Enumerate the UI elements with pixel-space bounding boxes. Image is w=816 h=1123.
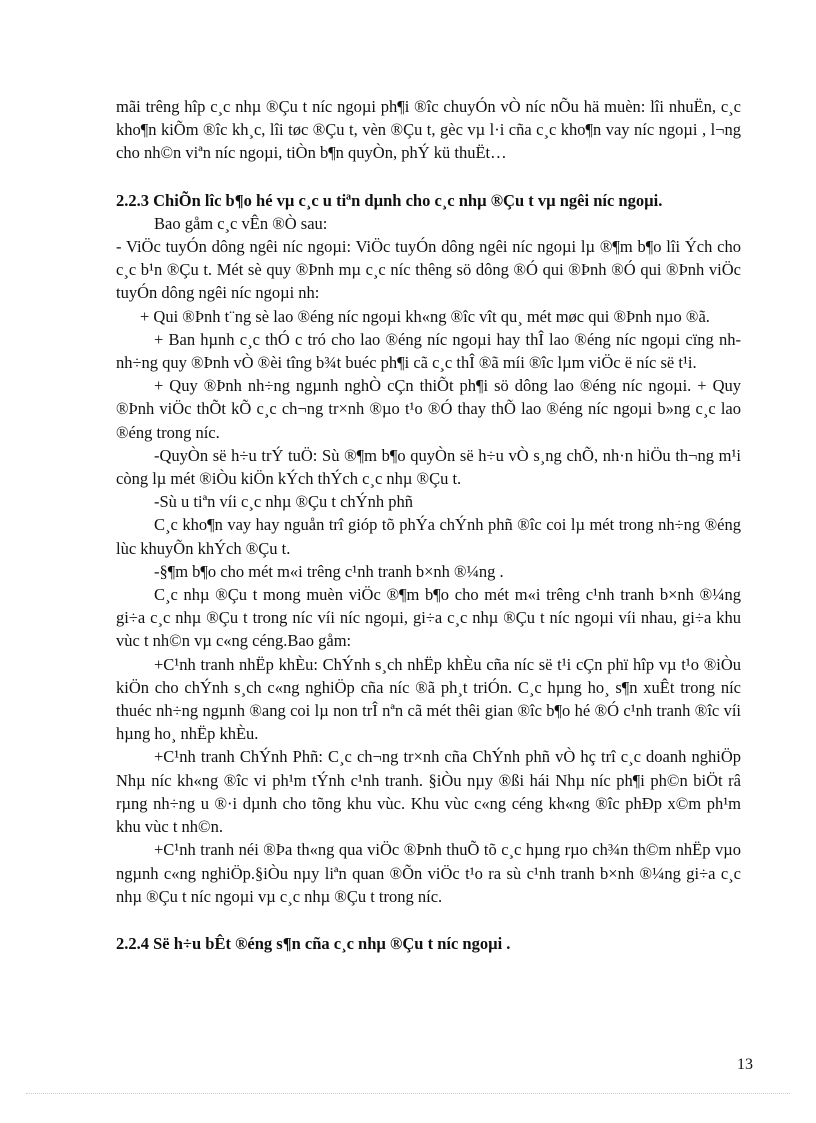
paragraph: + Ban hµnh c¸c thÓ c tró cho lao ®éng níc ngoµi hay thÎ lao ®éng níc ngoµi cïng nh nh÷ng quy ®Þnh vÒ ®èi tîng b¾t buéc ph¶i cã c¸c thÎ ®ã míi ®îc lµm viÖc ë níc së t¹i. — [116, 329, 741, 373]
page-body — [116, 95, 741, 955]
page-number: 13 — [737, 1056, 753, 1073]
paragraph: -Sù u tiªn víi c¸c nhµ ®Çu t chÝnh phñ — [154, 492, 413, 512]
paragraph: +C¹nh tranh ChÝnh Phñ: C¸c ch¬ng tr×nh cña ChÝnh phñ vÒ hç trî c¸c doanh nghiÖp Nhµ níc kh«ng ®îc vi ph¹m tÝnh c¹nh tranh. §iÒu nµy ®ßi hái Nhµ níc ph¶i ph©n biÖt râ rµng nh÷ng u ®·i dµnh cho tõng khu vùc. Khu vùc c«ng céng kh«ng ®îc phÐp x©m ph¹m khu vùc t nh©n. — [116, 747, 741, 837]
paragraph: +C¹nh tranh néi ®Þa th«ng qua viÖc ®Þnh thuÕ tõ c¸c hµng rµo ch¾n th©m nhËp vµo ngµnh c«ng nghiÖp.§iÒu nµy liªn quan ®Õn viÖc t¹o ra sù c¹nh tranh b×nh ®¼ng gi÷a c¸c nhµ ®Çu t níc ngoµi vµ c¸c nhµ ®Çu t trong níc. — [116, 840, 741, 906]
paragraph: +C¹nh tranh nhËp khÈu: ChÝnh s¸ch nhËp khÈu cña níc së t¹i cÇn phï hîp vµ t¹o ®iÒu kiÖn cho chÝnh s¸ch c«ng nghiÖp cña níc ®ã ph¸t triÓn. C¸c hµng ho¸ s¶n xuÊt trong níc thuéc nh÷ng ngµnh ®ang coi lµ non trÎ nªn cã mét thêi gian ®îc b¶o hé ®Ó c¹nh tranh ®îc víi hµng ho¸ nhËp khÈu. — [116, 654, 741, 744]
paragraph: + Qui ®Þnh t¨ng sè lao ®éng níc ngoµi kh«ng ®îc vît qu¸ mét møc qui ®Þnh nµo ®ã. — [140, 306, 710, 326]
paragraph: C¸c nhµ ®Çu t mong muèn viÖc ®¶m b¶o cho mét m«i trêng c¹nh tranh b×nh ®¼ng gi÷a c¸c nhµ ®Çu t trong níc víi níc ngoµi, gi÷a c¸c nhµ ®Çu t níc ngoµi víi nhau, gi÷a khu vùc t nh©n vµ c«ng céng.Bao gåm: — [116, 585, 741, 651]
footer-divider — [26, 1093, 790, 1094]
paragraph: -§¶m b¶o cho mét m«i trêng c¹nh tranh b×nh ®¼ng . — [154, 561, 504, 581]
section-heading-2-2-3: 2.2.3 ChiÕn lîc b¶o hé vµ c¸c u tiªn dµnh cho c¸c nhµ ®Çu t vµ ngêi níc ngoµi. — [116, 190, 663, 210]
paragraph: C¸c kho¶n vay hay nguån trî gióp tõ phÝa chÝnh phñ ®îc coi lµ mét trong nh÷ng ®éng lùc khuyÕn khÝch ®Çu t. — [116, 515, 741, 558]
paragraph: Bao gåm c¸c vÊn ®Ò sau: — [154, 213, 328, 233]
paragraph: + Quy ®Þnh nh÷ng ngµnh nghÒ cÇn thiÕt ph¶i sö dông lao ®éng níc ngoµi. + Quy ®Þnh viÖc thÕt kÕ c¸c ch¬ng tr×nh ®µo t¹o ®Ó thay thÕ lao ®éng níc ngoµi b»ng c¸c lao ®éng trong níc. — [116, 376, 741, 442]
section-heading-2-2-4: 2.2.4 Së h÷u bÊt ®éng s¶n cña c¸c nhµ ®Çu t níc ngoµi . — [116, 933, 511, 953]
paragraph: -QuyÒn së h÷u trÝ tuÖ: Sù ®¶m b¶o quyÒn së h÷u vÒ s¸ng chÕ, nh·n hiÖu th¬ng m¹i còng lµ mét ®iÒu kiÖn kÝch thÝch c¸c nhµ ®Çu t. — [116, 445, 741, 489]
paragraph: mãi trêng hîp c¸c nhµ ®Çu t níc ngoµi ph¶i ®îc chuyÓn vÒ níc nÕu hä muèn: lîi nhuËn, c¸c kho¶n kiÕm ®îc kh¸c, lîi tøc ®Çu t, vèn ®Çu t, gèc vµ l·i cña c¸c kho¶n vay níc ngoµi , l¬ng cho nh©n viªn níc ngoµi, tiÒn b¶n quyÒn, phÝ kü thuËt… — [116, 97, 741, 163]
paragraph: - ViÖc tuyÓn dông ngêi níc ngoµi: ViÖc tuyÓn dông ngêi níc ngoµi lµ ®¶m b¶o lîi Ých cho c¸c b¹n ®Çu t. Mét sè quy ®Þnh mµ c¸c níc thêng sö dông ®Ó qui ®Þnh ®Ó qui ®Þnh viÖc tuyÓn dông ngêi níc ngoµi nh: — [116, 237, 741, 303]
